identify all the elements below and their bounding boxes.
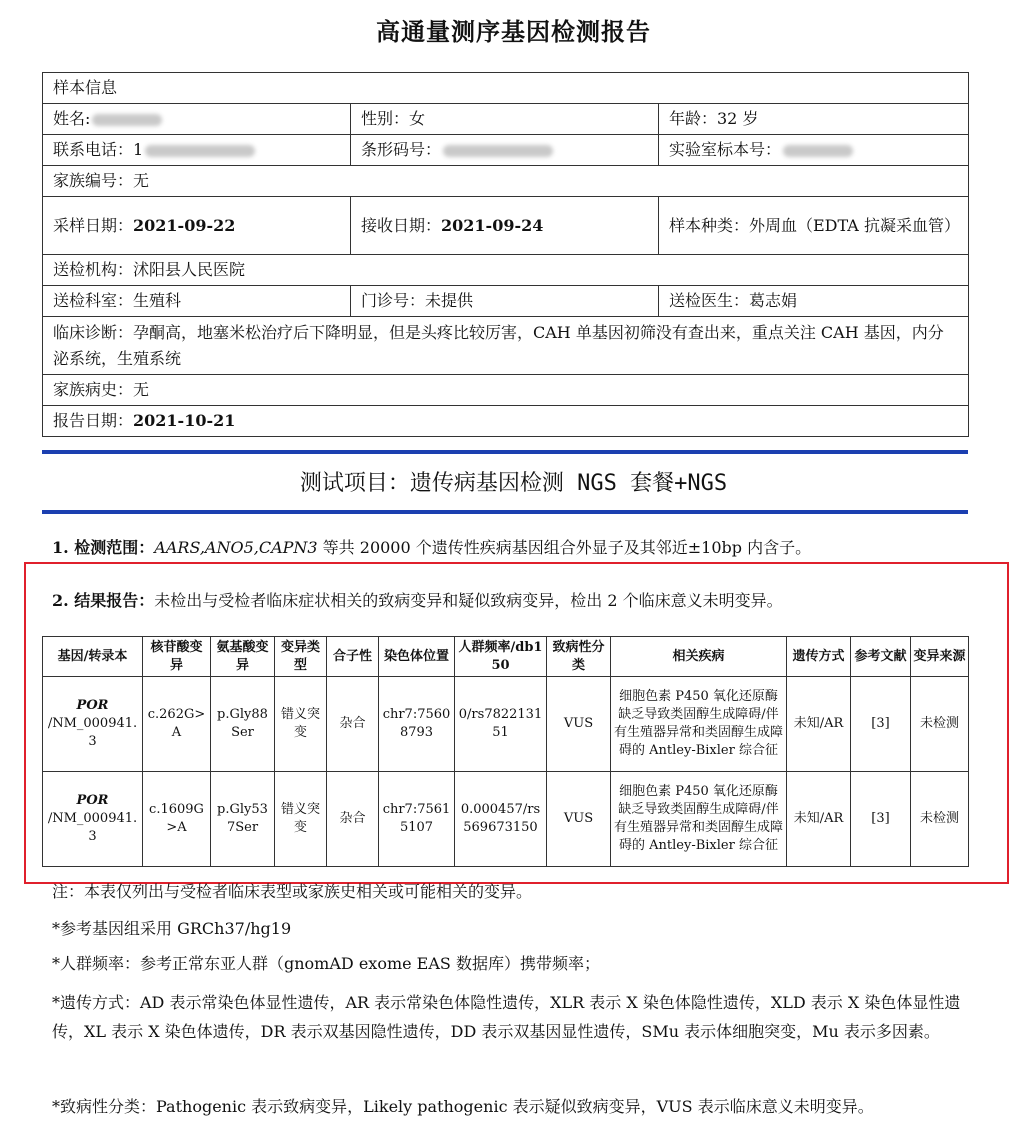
type-cell: 错义突变 <box>275 772 327 867</box>
receive-date-value: 2021-09-24 <box>441 215 544 235</box>
name-label: 姓名: <box>53 109 91 128</box>
name-cell <box>43 104 351 135</box>
note-inheritance: *遗传方式：AD 表示常染色体显性遗传，AR 表示常染色体隐性遗传，XLR 表示 X 染色体隐性遗传，XLD 表示 X 染色体显性遗传，XL 表示 X 染色体遗传，DR 表示双基因隐性遗传，DD 表示双基因显性遗传，SMu 表示体细胞突变，Mu 表示多因素。 <box>52 993 961 1041</box>
reference-cell: [3] <box>851 677 911 772</box>
lab-id-label: 实验室标本号： <box>669 140 782 159</box>
sample-info-header: 样本信息 <box>43 73 969 104</box>
column-header: 氨基酸变异 <box>211 637 275 677</box>
variant-table <box>42 636 969 867</box>
result-label: 2. 结果报告： <box>52 591 155 610</box>
column-header: 核苷酸变异 <box>143 637 211 677</box>
barcode-label: 条形码号： <box>361 140 442 159</box>
family-history-cell: 家族病史：无 <box>43 375 969 406</box>
doctor-cell: 送检医生：葛志娟 <box>659 286 969 317</box>
note-reference-genome: *参考基因组采用 GRCh37/hg19 <box>52 919 292 938</box>
sample-type-cell: 样本种类：外周血（EDTA 抗凝采血管） <box>659 197 969 255</box>
column-header: 变异来源 <box>911 637 969 677</box>
collect-date-label: 采样日期： <box>53 215 134 235</box>
lab-id-cell <box>659 135 969 166</box>
class-cell: VUS <box>547 772 611 867</box>
clinic-no-cell: 门诊号：未提供 <box>351 286 659 317</box>
column-header: 致病性分类 <box>547 637 611 677</box>
collect-date-cell <box>43 197 351 255</box>
receive-date-label: 接收日期： <box>361 215 442 235</box>
gene-cell <box>43 772 143 867</box>
inheritance-cell: 未知/AR <box>787 677 851 772</box>
diagnosis-cell: 临床诊断：孕酮高，地塞米松治疗后下降明显，但是头疼比较厉害，CAH 单基因初筛没有查出来，重点关注 CAH 基因，内分泌系统，生殖系统 <box>43 317 969 375</box>
family-id-cell: 家族编号：无 <box>43 166 969 197</box>
zygosity-cell: 杂合 <box>327 677 379 772</box>
report-date-label: 报告日期： <box>53 411 134 430</box>
scope-line <box>52 535 811 558</box>
frequency-cell: 0/rs782213151 <box>455 677 547 772</box>
gene-symbol: POR <box>76 793 109 808</box>
column-header: 参考文献 <box>851 637 911 677</box>
result-text: 未检出与受检者临床症状相关的致病变异和疑似致病变异，检出 2 个临床意义未明变异。 <box>154 591 783 610</box>
divider-top <box>42 450 968 454</box>
note-disclaimer: 注：本表仅列出与受检者临床表型或家族史相关或可能相关的变异。 <box>52 882 533 901</box>
zygosity-cell: 杂合 <box>327 772 379 867</box>
origin-cell: 未检测 <box>911 772 969 867</box>
gene-cell <box>43 677 143 772</box>
position-cell: chr7:75608793 <box>379 677 455 772</box>
department-cell: 送检科室：生殖科 <box>43 286 351 317</box>
table-header-row <box>43 637 969 677</box>
type-cell: 错义突变 <box>275 677 327 772</box>
sample-info-table <box>42 72 969 437</box>
frequency-cell: 0.000457/rs569673150 <box>455 772 547 867</box>
result-line <box>52 588 783 611</box>
disease-cell: 细胞色素 P450 氧化还原酶缺乏导致类固醇生成障碍/伴有生殖器异常和类固醇生成障碍的 Antley-Bixler 综合征 <box>611 677 787 772</box>
column-header: 人群频率/db150 <box>455 637 547 677</box>
report-title: 高通量测序基因检测报告 <box>376 17 651 46</box>
redacted-barcode <box>443 145 553 157</box>
note-population-frequency: *人群频率：参考正常东亚人群（gnomAD exome EAS 数据库）携带频率； <box>52 954 600 973</box>
table-row <box>43 772 969 867</box>
amino-cell: p.Gly537Ser <box>211 772 275 867</box>
gender-cell: 性别：女 <box>351 104 659 135</box>
column-header: 基因/转录本 <box>43 637 143 677</box>
disease-cell: 细胞色素 P450 氧化还原酶缺乏导致类固醇生成障碍/伴有生殖器异常和类固醇生成障碍的 Antley-Bixler 综合征 <box>611 772 787 867</box>
collect-date-value: 2021-09-22 <box>133 215 236 235</box>
inheritance-cell: 未知/AR <box>787 772 851 867</box>
amino-cell: p.Gly88Ser <box>211 677 275 772</box>
redacted-lab-id <box>783 145 853 157</box>
redacted-name <box>92 114 162 126</box>
redacted-phone <box>145 145 255 157</box>
column-header: 合子性 <box>327 637 379 677</box>
divider-bottom <box>42 510 968 514</box>
table-body <box>43 677 969 867</box>
test-item-title: 测试项目：遗传病基因检测 NGS 套餐+NGS <box>299 471 728 496</box>
age-cell: 年龄：32 岁 <box>659 104 969 135</box>
scope-text: 等共 20000 个遗传性疾病基因组合外显子及其邻近±10bp 内含子。 <box>317 538 812 557</box>
phone-cell <box>43 135 351 166</box>
gene-symbol: POR <box>76 698 109 713</box>
scope-label: 1. 检测范围： <box>52 538 155 557</box>
class-cell: VUS <box>547 677 611 772</box>
column-header: 变异类型 <box>275 637 327 677</box>
scope-genes: AARS,ANO5,CAPN3 <box>154 538 318 557</box>
phone-label: 联系电话：1 <box>53 140 144 159</box>
origin-cell: 未检测 <box>911 677 969 772</box>
transcript-id: /NM_000941.3 <box>47 716 138 749</box>
nucleotide-cell: c.262G>A <box>143 677 211 772</box>
report-date-cell <box>43 406 969 437</box>
nucleotide-cell: c.1609G>A <box>143 772 211 867</box>
column-header: 染色体位置 <box>379 637 455 677</box>
position-cell: chr7:75615107 <box>379 772 455 867</box>
institution-cell: 送检机构：沭阳县人民医院 <box>43 255 969 286</box>
transcript-id: /NM_000941.3 <box>47 811 138 844</box>
report-date-value: 2021-10-21 <box>133 411 236 430</box>
note-pathogenicity: *致病性分类：Pathogenic 表示致病变异，Likely pathogenic 表示疑似致病变异，VUS 表示临床意义未明变异。 <box>52 1097 874 1116</box>
reference-cell: [3] <box>851 772 911 867</box>
table-row <box>43 677 969 772</box>
receive-date-cell <box>351 197 659 255</box>
column-header: 遗传方式 <box>787 637 851 677</box>
column-header: 相关疾病 <box>611 637 787 677</box>
barcode-cell <box>351 135 659 166</box>
